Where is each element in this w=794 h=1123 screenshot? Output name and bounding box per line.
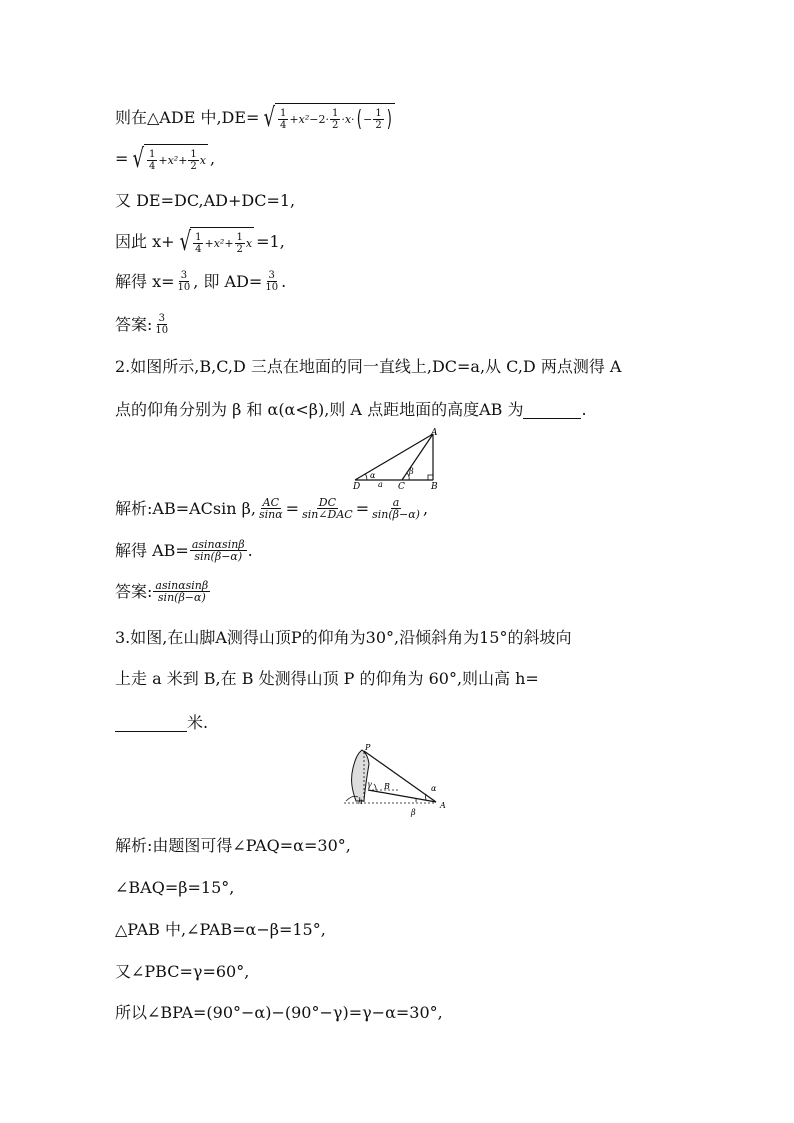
figure-mountain	[338, 742, 456, 818]
radical-sign-icon: √	[179, 227, 191, 257]
solution-line-simplified: = √ $\frac{1}{4}$ + x² + $\frac{1}{2}$ x ,	[115, 144, 216, 174]
q3-solution-line2: ∠BAQ=β=15°,	[115, 878, 235, 897]
label-gamma: γ	[367, 780, 372, 789]
q2-solution-line1: 解析:AB=ACsin β, $\frac{AC}{\sin\alpha}$ = $\frac{DC}{\text{sin∠DAC}}$ = $\frac{a}{\sin(\beta-\alpha)}$ ,	[115, 496, 429, 521]
q3-solution-line1: 解析:由题图可得∠PAQ=α=30°,	[115, 836, 351, 855]
q2-text-line1: 2.如图所示,B,C,D 三点在地面的同一直线上,DC=a,从 C,D 两点测得 A	[115, 357, 622, 376]
radical-sign-icon: √	[132, 144, 145, 174]
label-h: h	[358, 797, 364, 806]
solution-line-de-dc: 又 DE=DC,AD+DC=1,	[115, 191, 296, 210]
radical-sign-icon: √	[263, 103, 276, 133]
q2-solution-line2: 解得 AB= $\frac{asin\alpha\sin\beta}{\sin(\beta-\alpha)}$ .	[115, 538, 253, 563]
q3-solution-line4: 又∠PBC=γ=60°,	[115, 962, 250, 981]
answer-1: 答案: $\frac{3}{10}$	[115, 313, 169, 336]
label-D: D	[353, 482, 361, 491]
label-beta: β	[409, 467, 414, 476]
label-a: a	[378, 480, 383, 489]
sqrt-expression: √ $\frac{1}{4}$ + x² −2· $\frac{1}{2}$ ·x· ( − $\frac{1}{2}$ )	[261, 103, 395, 133]
solution-line-equation: 因此 x+ √ $\frac{1}{4}$ + x² + $\frac{1}{2}$ x =1,	[115, 227, 285, 257]
label-P: P	[365, 743, 371, 752]
label-C: C	[398, 482, 405, 491]
q2-text-line2: 点的仰角分别为 β 和 α(α<β),则 A 点距地面的高度AB 为 .	[115, 400, 587, 419]
label-B: B	[431, 482, 438, 491]
q3-text-line2: 上走 a 米到 B,在 B 处测得山顶 P 的仰角为 60°,则山高 h=	[115, 669, 539, 688]
sqrt-expression: √ $\frac{1}{4}$ + x² + $\frac{1}{2}$ x	[179, 227, 253, 257]
solution-line-result: 解得 x= $\frac{3}{10}$ , 即 AD= $\frac{3}{10}$ .	[115, 270, 287, 293]
label-beta: β	[411, 808, 416, 817]
figure-triangle-dcb	[345, 427, 455, 491]
answer-2: 答案: $\frac{asin\alpha\sin\beta}{\sin(\beta-\alpha)}$	[115, 579, 209, 604]
label-alpha: α	[370, 471, 376, 480]
answer-blank	[115, 715, 187, 732]
label-alpha: α	[431, 784, 437, 793]
q3-text-line3: 米.	[115, 712, 208, 734]
q3-solution-line3: △PAB 中,∠PAB=α−β=15°,	[115, 920, 326, 939]
solution-line-de	[115, 103, 397, 133]
label-B: B	[384, 782, 390, 791]
label-A: A	[431, 428, 438, 438]
line1-prefix: 则在△ADE 中,DE=	[115, 108, 260, 127]
q3-text-line1: 3.如图,在山脚A测得山顶P的仰角为30°,沿倾斜角为15°的斜坡向	[115, 628, 572, 647]
q3-solution-line5: 所以∠BPA=(90°−α)−(90°−γ)=γ−α=30°,	[115, 1003, 443, 1022]
answer-blank	[523, 402, 581, 419]
label-A: A	[440, 801, 446, 810]
sqrt-expression: √ $\frac{1}{4}$ + x² + $\frac{1}{2}$ x	[132, 144, 207, 174]
